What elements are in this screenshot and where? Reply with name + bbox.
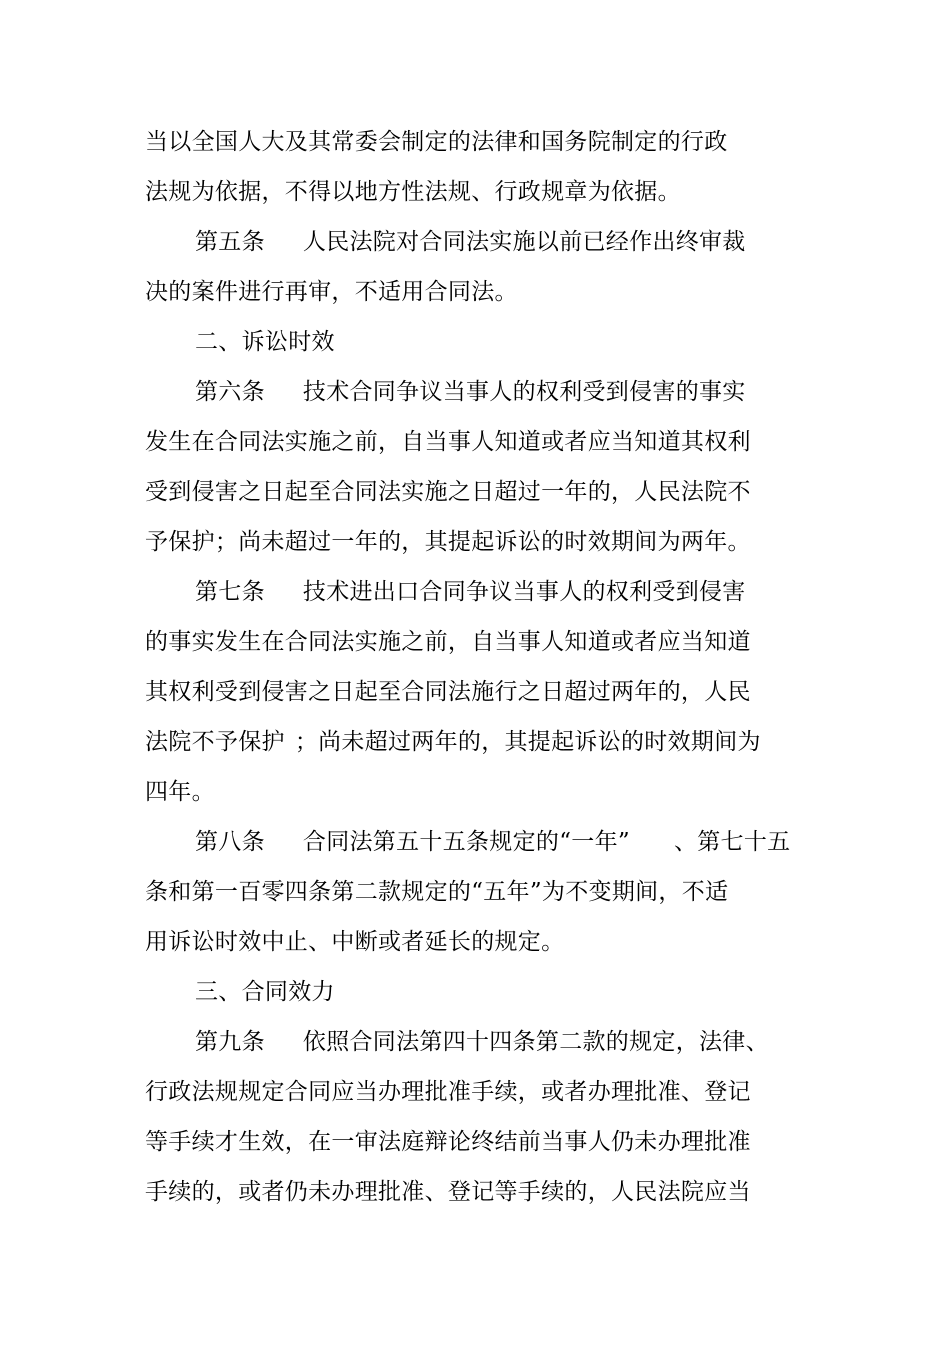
section-heading [195,327,335,357]
article-five-line [195,227,746,257]
body-text-line [145,427,751,457]
text-span: 其权利受到侵害之日起至合同法施行之日超过两年的，人民 [145,679,751,705]
body-text-line [145,727,761,757]
body-text-line [145,777,215,807]
text-span: 、第七十五 [673,829,791,855]
text-span: 技术合同争议当事人的权利受到侵害的事实 [302,379,746,405]
body-text-line [145,127,728,157]
body-text-line [145,677,751,707]
article-number: 第六条 [195,379,265,405]
text-span: 受到侵害之日起至合同法实施之日超过一年的，人民法院不 [145,479,751,505]
text-span: 予保护；尚未超过一年的，其提起诉讼的时效期间为两年。 [145,529,751,555]
body-text-line [145,627,751,657]
body-text-line [145,1177,751,1207]
text-span: 行政法规规定合同应当办理批准手续，或者办理批准、登记 [145,1079,751,1105]
body-text-line [145,527,751,557]
section-heading [195,977,335,1007]
text-span: ；尚未超过两年的，其提起诉讼的时效期间为 [294,729,761,755]
article-seven-line [195,577,746,607]
body-text-line [145,277,518,307]
body-text-line [145,1127,751,1157]
article-nine-line [195,1027,769,1057]
article-number: 第五条 [195,229,265,255]
article-number: 第九条 [195,1029,265,1055]
section-title: 二、诉讼时效 [195,329,335,355]
body-text-line [145,177,681,207]
body-text-line [145,927,564,957]
text-span: 人民法院对合同法实施以前已经作出终审裁 [302,229,746,255]
text-span: 当以全国人大及其常委会制定的法律和国务院制定的行政 [145,129,728,155]
article-number: 第八条 [195,829,265,855]
body-text-line [145,877,728,907]
article-number: 第七条 [195,579,265,605]
body-text-line [145,477,751,507]
text-span: 依照合同法第四十四条第二款的规定，法律、 [302,1029,769,1055]
text-span: 法院不予保护 [145,729,285,755]
text-span: 法规为依据，不得以地方性法规、行政规章为依据。 [145,179,681,205]
text-span: 决的案件进行再审，不适用合同法。 [145,279,518,305]
article-eight-line [195,827,790,857]
text-span: 技术进出口合同争议当事人的权利受到侵害 [302,579,746,605]
text-span: 合同法第五十五条规定的“一年” [302,829,630,855]
text-span: 等手续才生效，在一审法庭辩论终结前当事人仍未办理批准 [145,1129,751,1155]
section-title: 三、合同效力 [195,979,335,1005]
article-six-line [195,377,746,407]
text-span: 发生在合同法实施之前，自当事人知道或者应当知道其权利 [145,429,751,455]
text-span: 手续的，或者仍未办理批准、登记等手续的，人民法院应当 [145,1179,751,1205]
text-span: 的事实发生在合同法实施之前，自当事人知道或者应当知道 [145,629,751,655]
text-span: 条和第一百零四条第二款规定的“五年”为不变期间，不适 [145,879,729,905]
text-span: 四年。 [145,779,215,805]
body-text-line [145,1077,751,1107]
text-span: 用诉讼时效中止、中断或者延长的规定。 [145,929,565,955]
